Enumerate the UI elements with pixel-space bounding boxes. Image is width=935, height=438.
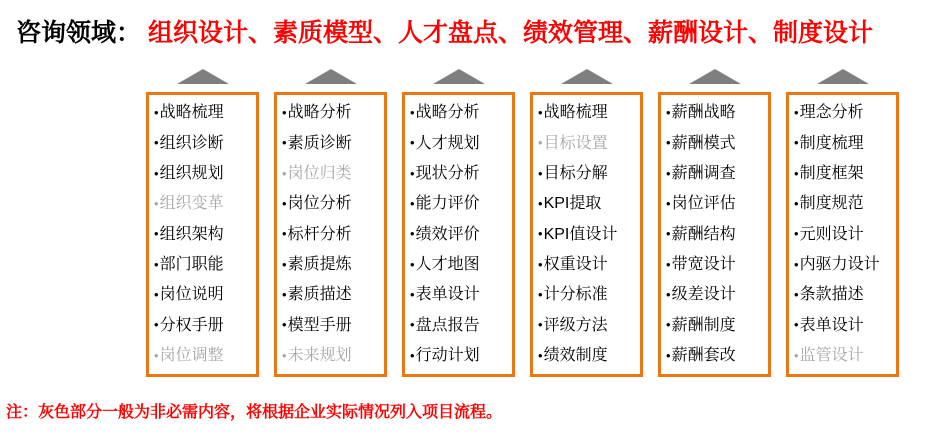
- list-item: [666, 347, 763, 365]
- bullet-icon: •: [154, 195, 159, 211]
- bullet-icon: •: [666, 286, 671, 302]
- item-label: 薪酬制度: [671, 316, 736, 334]
- item-label: 岗位调整: [159, 346, 224, 364]
- list-item: [538, 256, 635, 274]
- title-area-list: 组织设计、素质模型、人才盘点、绩效管理、薪酬设计、制度设计: [147, 19, 873, 47]
- item-box: [146, 92, 259, 377]
- list-item: [794, 286, 891, 304]
- list-item: [282, 226, 379, 244]
- bullet-icon: •: [154, 256, 159, 272]
- item-label: 薪酬模式: [671, 134, 736, 152]
- item-box: [786, 92, 899, 377]
- item-box: [274, 92, 387, 377]
- bullet-icon: •: [282, 165, 287, 181]
- item-label: 计分标准: [543, 286, 608, 304]
- item-box: [530, 92, 643, 377]
- bullet-icon: •: [282, 195, 287, 211]
- list-item: [410, 347, 507, 365]
- list-item: [154, 104, 251, 122]
- item-label: 标杆分析: [287, 225, 352, 243]
- item-label: 权重设计: [543, 256, 608, 273]
- list-item: [794, 347, 891, 365]
- bullet-icon: •: [154, 286, 159, 302]
- item-label: 制度框架: [799, 165, 864, 183]
- item-label: 薪酬战略: [671, 104, 736, 122]
- bullet-icon: •: [154, 105, 159, 120]
- list-item: [666, 195, 763, 213]
- item-label: 模型手册: [287, 316, 352, 334]
- item-label: 制度梳理: [799, 134, 864, 152]
- consulting-column-3: [402, 69, 515, 377]
- item-label: 素质诊断: [287, 134, 352, 152]
- item-label: 监管设计: [799, 346, 864, 364]
- bullet-icon: •: [538, 105, 543, 120]
- list-item: [794, 104, 891, 122]
- list-item: [666, 256, 763, 274]
- list-item: [154, 347, 251, 365]
- list-item: [538, 165, 635, 183]
- list-item: [538, 104, 635, 122]
- item-label: 岗位说明: [159, 286, 224, 304]
- bullet-icon: •: [538, 347, 543, 363]
- item-label: KPI值设计: [543, 225, 618, 243]
- item-label: 条款描述: [799, 286, 864, 304]
- item-label: 评级方法: [543, 316, 608, 334]
- up-arrow-icon: [817, 69, 869, 84]
- list-item: [410, 195, 507, 213]
- list-item: [794, 195, 891, 213]
- bullet-icon: •: [666, 226, 671, 242]
- item-label: 行动计划: [415, 346, 480, 364]
- bullet-icon: •: [794, 165, 799, 181]
- bullet-icon: •: [538, 135, 543, 151]
- list-item: [666, 104, 763, 122]
- list-item: [666, 226, 763, 244]
- bullet-icon: •: [154, 226, 159, 242]
- item-label: 战略分析: [287, 104, 352, 122]
- list-item: [538, 135, 635, 153]
- bullet-icon: •: [794, 256, 799, 272]
- list-item: [794, 317, 891, 335]
- list-item: [410, 165, 507, 183]
- item-box: [658, 92, 771, 377]
- list-item: [538, 286, 635, 304]
- item-label: 薪酬套改: [671, 346, 736, 364]
- item-label: 理念分析: [799, 104, 864, 122]
- list-item: [154, 256, 251, 274]
- bullet-icon: •: [410, 165, 415, 181]
- bullet-icon: •: [794, 195, 799, 211]
- list-item: [154, 165, 251, 183]
- item-label: 人才规划: [415, 134, 480, 152]
- list-item: [282, 195, 379, 213]
- bullet-icon: •: [410, 105, 415, 120]
- bullet-icon: •: [538, 195, 543, 211]
- item-label: 级差设计: [671, 286, 736, 304]
- bullet-icon: •: [666, 317, 671, 333]
- item-label: 战略分析: [415, 104, 480, 122]
- list-item: [666, 317, 763, 335]
- consulting-column-5: [658, 69, 771, 377]
- up-arrow-icon: [561, 69, 613, 84]
- item-label: 人才地图: [415, 256, 480, 273]
- list-item: [410, 226, 507, 244]
- item-box: [402, 92, 515, 377]
- list-item: [666, 135, 763, 153]
- list-item: [794, 256, 891, 274]
- list-item: [282, 317, 379, 335]
- bullet-icon: •: [538, 165, 543, 181]
- bullet-icon: •: [538, 226, 543, 242]
- bullet-icon: •: [154, 317, 159, 333]
- list-item: [538, 195, 635, 213]
- list-item: [666, 286, 763, 304]
- item-label: 目标分解: [543, 165, 608, 183]
- bullet-icon: •: [410, 286, 415, 302]
- bullet-icon: •: [538, 317, 543, 333]
- bullet-icon: •: [282, 317, 287, 333]
- bullet-icon: •: [282, 135, 287, 151]
- item-label: 目标设置: [543, 134, 608, 152]
- consulting-column-4: [530, 69, 643, 377]
- list-item: [154, 226, 251, 244]
- item-label: 绩效制度: [543, 346, 608, 364]
- list-item: [154, 135, 251, 153]
- bullet-icon: •: [538, 286, 543, 302]
- item-label: 组织变革: [159, 195, 224, 213]
- list-item: [410, 256, 507, 274]
- list-item: [666, 165, 763, 183]
- bullet-icon: •: [794, 226, 799, 242]
- item-label: 能力评价: [415, 195, 480, 213]
- item-label: 素质提炼: [287, 256, 352, 273]
- footnote: 注：灰色部分一般为非必需内容，将根据企业实际情况列入项目流程。: [6, 404, 503, 421]
- page-title: [16, 13, 873, 49]
- item-label: 内驱力设计: [799, 256, 880, 273]
- bullet-icon: •: [410, 256, 415, 272]
- list-item: [282, 256, 379, 274]
- list-item: [794, 226, 891, 244]
- bullet-icon: •: [154, 165, 159, 181]
- list-item: [538, 317, 635, 335]
- list-item: [794, 135, 891, 153]
- bullet-icon: •: [154, 135, 159, 151]
- item-label: 现状分析: [415, 165, 480, 183]
- item-label: 薪酬结构: [671, 225, 736, 243]
- list-item: [410, 104, 507, 122]
- bullet-icon: •: [538, 256, 543, 272]
- item-label: 未来规划: [287, 346, 352, 364]
- item-label: 岗位归类: [287, 165, 352, 183]
- consulting-columns: [146, 69, 899, 377]
- bullet-icon: •: [282, 105, 287, 120]
- list-item: [282, 165, 379, 183]
- bullet-icon: •: [410, 347, 415, 363]
- up-arrow-icon: [689, 69, 741, 84]
- bullet-icon: •: [666, 135, 671, 151]
- list-item: [410, 317, 507, 335]
- consulting-column-6: [786, 69, 899, 377]
- bullet-icon: •: [666, 256, 671, 272]
- up-arrow-icon: [177, 69, 229, 84]
- item-label: 岗位分析: [287, 195, 352, 213]
- list-item: [154, 317, 251, 335]
- list-item: [410, 286, 507, 304]
- list-item: [410, 135, 507, 153]
- item-label: 组织规划: [159, 165, 224, 183]
- bullet-icon: •: [154, 347, 159, 363]
- list-item: [538, 347, 635, 365]
- bullet-icon: •: [794, 347, 799, 363]
- bullet-icon: •: [410, 226, 415, 242]
- list-item: [154, 286, 251, 304]
- item-label: 素质描述: [287, 286, 352, 304]
- up-arrow-icon: [433, 69, 485, 84]
- bullet-icon: •: [410, 135, 415, 151]
- list-item: [282, 104, 379, 122]
- item-label: 部门职能: [159, 256, 224, 273]
- consulting-column-1: [146, 69, 259, 377]
- bullet-icon: •: [666, 165, 671, 181]
- item-label: 盘点报告: [415, 316, 480, 334]
- item-label: 表单设计: [799, 316, 864, 334]
- item-label: 绩效评价: [415, 225, 480, 243]
- up-arrow-icon: [305, 69, 357, 84]
- bullet-icon: •: [282, 286, 287, 302]
- item-label: 岗位评估: [671, 195, 736, 213]
- bullet-icon: •: [666, 347, 671, 363]
- item-label: 战略梳理: [159, 104, 224, 122]
- bullet-icon: •: [410, 317, 415, 333]
- list-item: [282, 347, 379, 365]
- bullet-icon: •: [666, 195, 671, 211]
- consulting-column-2: [274, 69, 387, 377]
- item-label: 战略梳理: [543, 104, 608, 122]
- list-item: [794, 165, 891, 183]
- item-label: 制度规范: [799, 195, 864, 213]
- bullet-icon: •: [282, 347, 287, 363]
- item-label: 表单设计: [415, 286, 480, 304]
- bullet-icon: •: [282, 256, 287, 272]
- list-item: [154, 195, 251, 213]
- bullet-icon: •: [794, 135, 799, 151]
- list-item: [282, 286, 379, 304]
- item-label: 带宽设计: [671, 256, 736, 273]
- item-label: 元则设计: [799, 225, 864, 243]
- item-label: 薪酬调查: [671, 165, 736, 183]
- list-item: [282, 135, 379, 153]
- bullet-icon: •: [666, 105, 671, 120]
- title-prefix: 咨询领域：: [16, 19, 142, 47]
- item-label: 分权手册: [159, 316, 224, 334]
- item-label: KPI提取: [543, 195, 602, 213]
- bullet-icon: •: [794, 286, 799, 302]
- item-label: 组织诊断: [159, 134, 224, 152]
- bullet-icon: •: [410, 195, 415, 211]
- bullet-icon: •: [794, 105, 799, 120]
- item-label: 组织架构: [159, 225, 224, 243]
- bullet-icon: •: [794, 317, 799, 333]
- bullet-icon: •: [282, 226, 287, 242]
- list-item: [538, 226, 635, 244]
